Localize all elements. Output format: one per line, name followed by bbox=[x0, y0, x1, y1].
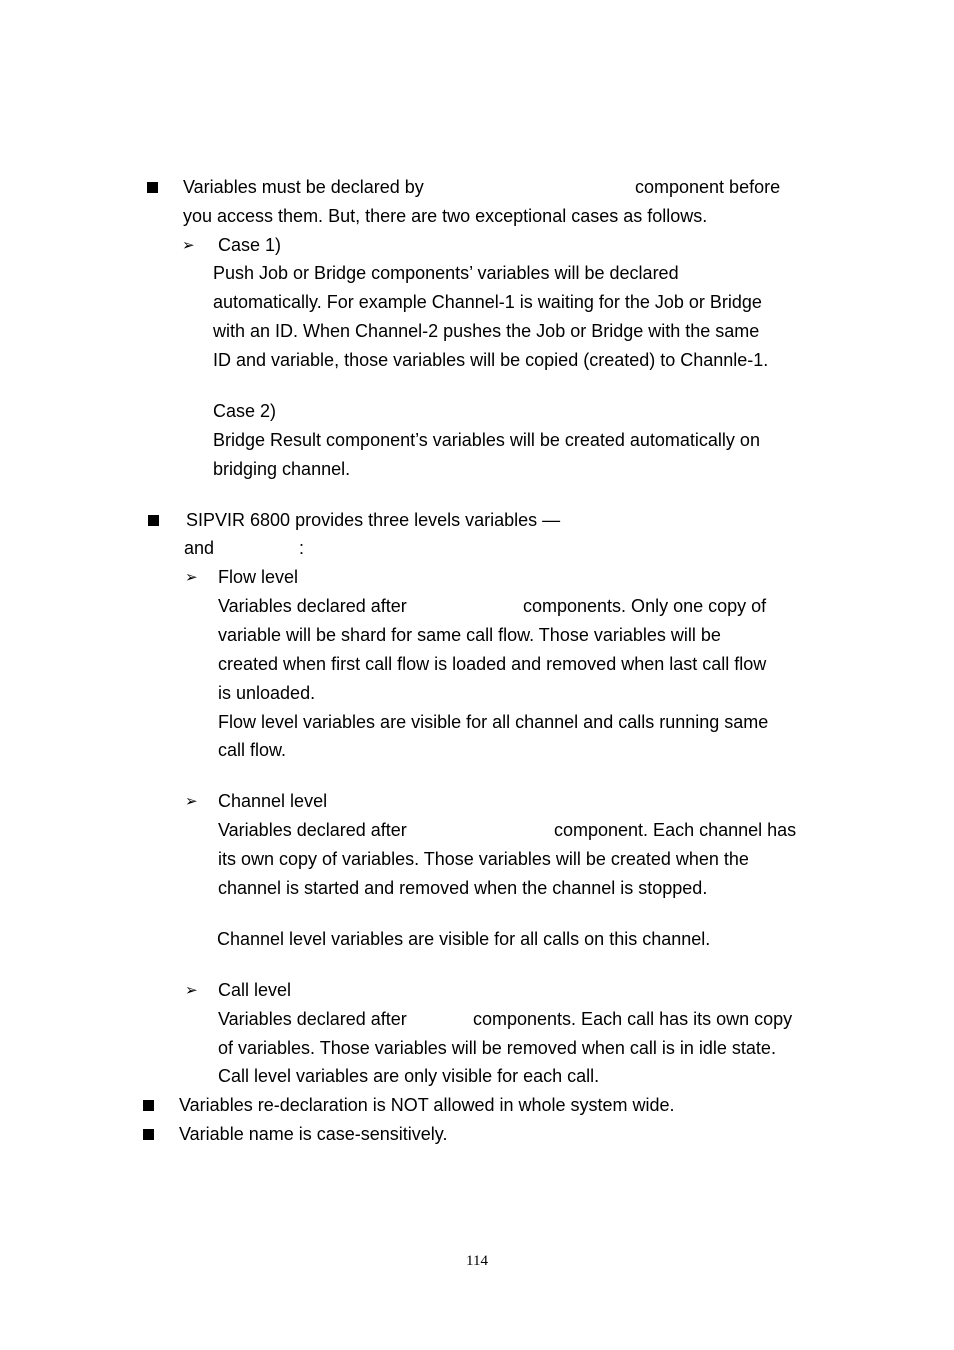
flow-line: Flow level variables are visible for all channel and calls running same bbox=[218, 712, 769, 732]
arrow-bullet-icon: ➢ bbox=[185, 568, 198, 586]
bullet-square-icon bbox=[148, 515, 159, 526]
flow-level-label: Flow level bbox=[218, 567, 299, 587]
channel-level-label: Channel level bbox=[218, 791, 328, 811]
bullet1-line1-end: component before bbox=[635, 177, 781, 197]
bullet-square-icon bbox=[143, 1129, 154, 1140]
channel-line1-end: component. Each channel has bbox=[554, 820, 797, 840]
bullet-square-icon bbox=[147, 182, 158, 193]
case1-line: with an ID. When Channel-2 pushes the Job or Bridge with the same bbox=[213, 321, 760, 341]
call-line: of variables. Those variables will be removed when call is in idle state. bbox=[218, 1038, 776, 1058]
case2-line: bridging channel. bbox=[213, 459, 351, 479]
flow-line1-start: Variables declared after bbox=[218, 596, 407, 616]
case1-label: Case 1) bbox=[218, 235, 282, 255]
channel-extra-line: Channel level variables are visible for all calls on this channel. bbox=[217, 929, 711, 949]
bullet1-line2: you access them. But, there are two exceptional cases as follows. bbox=[183, 206, 708, 226]
case1-line: automatically. For example Channel-1 is waiting for the Job or Bridge bbox=[213, 292, 762, 312]
case1-line: ID and variable, those variables will be copied (created) to Channle-1. bbox=[213, 350, 769, 370]
page-number: 114 bbox=[466, 1253, 488, 1269]
call-line: Call level variables are only visible for each call. bbox=[218, 1066, 600, 1086]
bullet-square-icon bbox=[143, 1100, 154, 1111]
arrow-bullet-icon: ➢ bbox=[182, 236, 195, 254]
bullet1-line1-start: Variables must be declared by bbox=[183, 177, 424, 197]
call-level-label: Call level bbox=[218, 980, 292, 1000]
arrow-bullet-icon: ➢ bbox=[185, 792, 198, 810]
channel-line: channel is started and removed when the channel is stopped. bbox=[218, 878, 708, 898]
bullet2-line1: SIPVIR 6800 provides three levels variables — bbox=[186, 510, 561, 530]
call-line1-end: components. Each call has its own copy bbox=[473, 1009, 793, 1029]
case1-line: Push Job or Bridge components’ variables will be declared bbox=[213, 263, 679, 283]
bullet2-line2-start: and bbox=[184, 538, 215, 558]
flow-line: variable will be shard for same call flow. Those variables will be bbox=[218, 625, 721, 645]
flow-line: created when first call flow is loaded and removed when last call flow bbox=[218, 654, 767, 674]
flow-line: call flow. bbox=[218, 740, 287, 760]
flow-line1-end: components. Only one copy of bbox=[523, 596, 767, 616]
channel-line1-start: Variables declared after bbox=[218, 820, 407, 840]
case2-label: Case 2) bbox=[213, 401, 277, 421]
bullet4-text: Variable name is case-sensitively. bbox=[179, 1124, 448, 1144]
call-line1-start: Variables declared after bbox=[218, 1009, 407, 1029]
case2-line: Bridge Result component’s variables will be created automatically on bbox=[213, 430, 760, 450]
flow-line: is unloaded. bbox=[218, 683, 316, 703]
channel-line: its own copy of variables. Those variables will be created when the bbox=[218, 849, 749, 869]
arrow-bullet-icon: ➢ bbox=[185, 981, 198, 999]
bullet3-text: Variables re-declaration is NOT allowed in whole system wide. bbox=[179, 1095, 675, 1115]
bullet2-line2-end: : bbox=[299, 538, 305, 558]
